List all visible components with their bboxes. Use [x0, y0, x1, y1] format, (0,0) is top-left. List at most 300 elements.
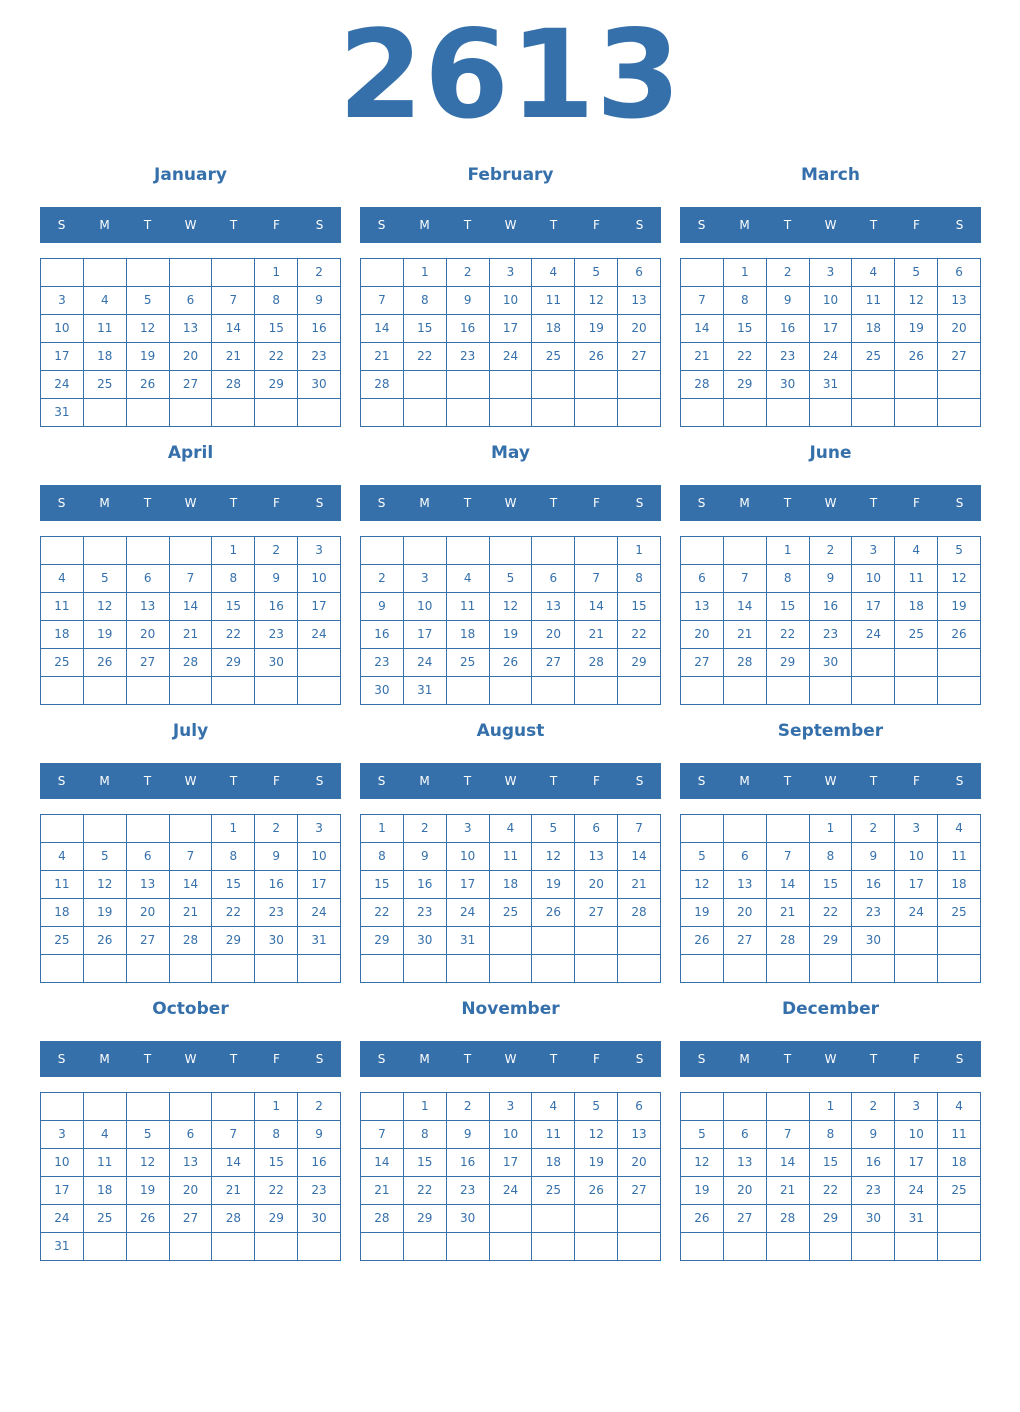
- empty-day-cell: [681, 815, 724, 843]
- weekday-label: S: [635, 1052, 644, 1066]
- empty-day-cell: [618, 677, 661, 705]
- month-name: June: [809, 443, 852, 463]
- weekday-label: W: [824, 1052, 837, 1066]
- day-cell: 1: [618, 537, 661, 565]
- weekday-label: M: [739, 774, 750, 788]
- day-cell: 2: [852, 1093, 895, 1121]
- day-cell: 20: [681, 621, 724, 649]
- day-cell: 22: [404, 1177, 447, 1205]
- weekday-label: W: [184, 1052, 197, 1066]
- day-cell: 10: [490, 287, 533, 315]
- day-cell: 9: [404, 843, 447, 871]
- day-cell: 24: [298, 621, 341, 649]
- day-cell: 15: [255, 1149, 298, 1177]
- empty-day-cell: [895, 399, 938, 427]
- empty-day-cell: [84, 815, 127, 843]
- day-cell: 22: [255, 343, 298, 371]
- day-cell: 8: [618, 565, 661, 593]
- day-cell: 6: [724, 1121, 767, 1149]
- weekday-label: T: [463, 496, 472, 510]
- weekday-label: S: [57, 218, 66, 232]
- weekday-label: T: [783, 1052, 792, 1066]
- day-grid: [360, 536, 661, 705]
- day-cell: 25: [532, 343, 575, 371]
- day-cell: 22: [404, 343, 447, 371]
- day-cell: 27: [618, 343, 661, 371]
- weekday-label: S: [315, 496, 324, 510]
- day-cell: 24: [852, 621, 895, 649]
- day-cell: 16: [447, 1149, 490, 1177]
- day-cell: 6: [127, 843, 170, 871]
- day-cell: 31: [41, 1233, 84, 1261]
- weekday-label: W: [824, 774, 837, 788]
- empty-day-cell: [361, 955, 404, 983]
- weekday-label: M: [739, 218, 750, 232]
- day-cell: 9: [255, 565, 298, 593]
- month-october: [40, 996, 341, 1261]
- empty-day-cell: [41, 955, 84, 983]
- day-cell: 3: [895, 815, 938, 843]
- day-cell: 28: [212, 371, 255, 399]
- day-cell: 6: [170, 287, 213, 315]
- day-cell: 19: [681, 899, 724, 927]
- weekday-label: F: [593, 1052, 600, 1066]
- day-cell: 4: [41, 565, 84, 593]
- day-cell: 8: [361, 843, 404, 871]
- day-cell: 4: [490, 815, 533, 843]
- weekday-label: F: [273, 496, 280, 510]
- day-cell: 15: [810, 871, 853, 899]
- day-cell: 3: [810, 259, 853, 287]
- weekday-label: W: [504, 774, 517, 788]
- day-cell: 6: [170, 1121, 213, 1149]
- day-cell: 1: [810, 815, 853, 843]
- day-cell: 28: [767, 927, 810, 955]
- day-cell: 25: [895, 621, 938, 649]
- day-cell: 4: [852, 259, 895, 287]
- empty-day-cell: [852, 955, 895, 983]
- day-cell: 21: [212, 343, 255, 371]
- day-cell: 21: [767, 1177, 810, 1205]
- day-cell: 7: [170, 843, 213, 871]
- day-cell: 13: [724, 871, 767, 899]
- empty-day-cell: [490, 1205, 533, 1233]
- day-cell: 24: [810, 343, 853, 371]
- day-cell: 5: [532, 815, 575, 843]
- empty-day-cell: [938, 927, 981, 955]
- day-cell: 7: [575, 565, 618, 593]
- day-cell: 17: [490, 1149, 533, 1177]
- month-december: [680, 996, 981, 1261]
- day-cell: 28: [767, 1205, 810, 1233]
- day-cell: 8: [404, 287, 447, 315]
- day-cell: 5: [84, 843, 127, 871]
- weekday-label: T: [463, 218, 472, 232]
- empty-day-cell: [212, 259, 255, 287]
- empty-day-cell: [84, 537, 127, 565]
- day-cell: 25: [447, 649, 490, 677]
- empty-day-cell: [618, 371, 661, 399]
- day-cell: 9: [852, 843, 895, 871]
- day-cell: 13: [170, 1149, 213, 1177]
- day-cell: 28: [681, 371, 724, 399]
- month-august: [360, 718, 661, 983]
- empty-day-cell: [298, 677, 341, 705]
- day-cell: 31: [41, 399, 84, 427]
- day-cell: 23: [298, 1177, 341, 1205]
- day-cell: 16: [852, 1149, 895, 1177]
- empty-day-cell: [41, 537, 84, 565]
- day-cell: 27: [170, 1205, 213, 1233]
- day-cell: 18: [532, 1149, 575, 1177]
- day-cell: 13: [532, 593, 575, 621]
- day-cell: 16: [447, 315, 490, 343]
- empty-day-cell: [170, 259, 213, 287]
- empty-day-cell: [938, 649, 981, 677]
- day-grid: [40, 536, 341, 705]
- empty-day-cell: [298, 649, 341, 677]
- empty-day-cell: [255, 955, 298, 983]
- day-cell: 19: [532, 871, 575, 899]
- empty-day-cell: [361, 1093, 404, 1121]
- day-cell: 14: [681, 315, 724, 343]
- empty-day-cell: [681, 537, 724, 565]
- day-cell: 14: [767, 1149, 810, 1177]
- empty-day-cell: [810, 955, 853, 983]
- empty-day-cell: [618, 927, 661, 955]
- empty-day-cell: [404, 399, 447, 427]
- day-cell: 18: [852, 315, 895, 343]
- weekday-label: F: [273, 774, 280, 788]
- empty-day-cell: [575, 1205, 618, 1233]
- day-cell: 13: [170, 315, 213, 343]
- empty-day-cell: [255, 677, 298, 705]
- empty-day-cell: [575, 955, 618, 983]
- empty-day-cell: [41, 259, 84, 287]
- day-cell: 11: [490, 843, 533, 871]
- weekday-label: S: [697, 1052, 706, 1066]
- weekday-label: M: [419, 774, 430, 788]
- month-june: [680, 440, 981, 705]
- day-cell: 17: [41, 1177, 84, 1205]
- day-cell: 1: [255, 259, 298, 287]
- weekday-label: S: [635, 218, 644, 232]
- day-cell: 3: [298, 815, 341, 843]
- day-cell: 20: [618, 1149, 661, 1177]
- day-cell: 2: [447, 259, 490, 287]
- day-cell: 17: [404, 621, 447, 649]
- day-cell: 23: [447, 343, 490, 371]
- day-cell: 4: [532, 1093, 575, 1121]
- weekday-label: T: [143, 774, 152, 788]
- day-cell: 9: [298, 1121, 341, 1149]
- day-cell: 2: [810, 537, 853, 565]
- day-cell: 25: [84, 371, 127, 399]
- day-cell: 6: [681, 565, 724, 593]
- day-cell: 7: [170, 565, 213, 593]
- day-grid: [360, 814, 661, 983]
- day-cell: 28: [724, 649, 767, 677]
- day-cell: 19: [127, 343, 170, 371]
- day-cell: 19: [575, 1149, 618, 1177]
- day-cell: 9: [810, 565, 853, 593]
- month-november: [360, 996, 661, 1261]
- day-cell: 30: [404, 927, 447, 955]
- weekday-label: T: [143, 1052, 152, 1066]
- day-cell: 14: [170, 593, 213, 621]
- month-name: August: [476, 721, 545, 741]
- day-cell: 22: [361, 899, 404, 927]
- day-cell: 20: [532, 621, 575, 649]
- empty-day-cell: [447, 371, 490, 399]
- day-cell: 25: [938, 899, 981, 927]
- empty-day-cell: [212, 399, 255, 427]
- weekday-label: W: [504, 218, 517, 232]
- year-title: 2613: [338, 4, 682, 146]
- day-cell: 10: [895, 1121, 938, 1149]
- day-cell: 1: [767, 537, 810, 565]
- day-cell: 26: [490, 649, 533, 677]
- empty-day-cell: [170, 677, 213, 705]
- day-cell: 21: [575, 621, 618, 649]
- empty-day-cell: [724, 1233, 767, 1261]
- day-cell: 16: [255, 593, 298, 621]
- empty-day-cell: [490, 399, 533, 427]
- empty-day-cell: [404, 1233, 447, 1261]
- empty-day-cell: [532, 537, 575, 565]
- day-cell: 5: [575, 259, 618, 287]
- day-grid: [680, 536, 981, 705]
- empty-day-cell: [212, 1093, 255, 1121]
- day-cell: 7: [618, 815, 661, 843]
- empty-day-cell: [41, 1093, 84, 1121]
- day-cell: 14: [212, 1149, 255, 1177]
- day-cell: 24: [298, 899, 341, 927]
- empty-day-cell: [618, 955, 661, 983]
- weekday-label: T: [229, 774, 238, 788]
- day-cell: 19: [127, 1177, 170, 1205]
- month-march: [680, 162, 981, 427]
- day-cell: 5: [575, 1093, 618, 1121]
- day-grid: [40, 1092, 341, 1261]
- empty-day-cell: [618, 1205, 661, 1233]
- empty-day-cell: [938, 399, 981, 427]
- empty-day-cell: [532, 371, 575, 399]
- empty-day-cell: [490, 537, 533, 565]
- day-cell: 26: [895, 343, 938, 371]
- day-cell: 21: [767, 899, 810, 927]
- day-cell: 15: [618, 593, 661, 621]
- day-cell: 16: [810, 593, 853, 621]
- day-cell: 22: [212, 899, 255, 927]
- weekday-label: F: [913, 774, 920, 788]
- day-cell: 8: [255, 287, 298, 315]
- empty-day-cell: [575, 537, 618, 565]
- day-cell: 23: [767, 343, 810, 371]
- day-cell: 17: [490, 315, 533, 343]
- day-cell: 26: [575, 1177, 618, 1205]
- day-cell: 28: [170, 927, 213, 955]
- weekday-label: M: [99, 496, 110, 510]
- empty-day-cell: [681, 1093, 724, 1121]
- day-cell: 29: [618, 649, 661, 677]
- day-cell: 22: [724, 343, 767, 371]
- empty-day-cell: [212, 1233, 255, 1261]
- day-cell: 23: [255, 621, 298, 649]
- day-cell: 29: [767, 649, 810, 677]
- weekday-label: S: [635, 496, 644, 510]
- day-cell: 12: [575, 1121, 618, 1149]
- empty-day-cell: [852, 399, 895, 427]
- day-cell: 4: [938, 1093, 981, 1121]
- day-cell: 31: [298, 927, 341, 955]
- empty-day-cell: [532, 1233, 575, 1261]
- empty-day-cell: [532, 677, 575, 705]
- empty-day-cell: [938, 955, 981, 983]
- weekday-label: T: [549, 1052, 558, 1066]
- day-cell: 8: [810, 1121, 853, 1149]
- weekday-label: T: [869, 496, 878, 510]
- day-cell: 19: [895, 315, 938, 343]
- empty-day-cell: [767, 677, 810, 705]
- empty-day-cell: [681, 955, 724, 983]
- empty-day-cell: [404, 371, 447, 399]
- weekday-header: [40, 1041, 341, 1077]
- weekday-label: S: [955, 1052, 964, 1066]
- empty-day-cell: [298, 955, 341, 983]
- month-may: [360, 440, 661, 705]
- empty-day-cell: [575, 399, 618, 427]
- day-grid: [680, 814, 981, 983]
- day-cell: 5: [490, 565, 533, 593]
- empty-day-cell: [490, 677, 533, 705]
- month-september: [680, 718, 981, 983]
- weekday-label: T: [783, 774, 792, 788]
- day-cell: 3: [490, 1093, 533, 1121]
- day-cell: 2: [447, 1093, 490, 1121]
- empty-day-cell: [618, 399, 661, 427]
- day-cell: 7: [724, 565, 767, 593]
- day-cell: 18: [41, 899, 84, 927]
- day-cell: 22: [212, 621, 255, 649]
- day-cell: 30: [810, 649, 853, 677]
- empty-day-cell: [490, 371, 533, 399]
- day-cell: 2: [255, 537, 298, 565]
- day-cell: 25: [84, 1205, 127, 1233]
- day-cell: 1: [810, 1093, 853, 1121]
- day-cell: 13: [575, 843, 618, 871]
- day-cell: 25: [852, 343, 895, 371]
- day-cell: 17: [447, 871, 490, 899]
- day-cell: 11: [938, 843, 981, 871]
- day-cell: 27: [127, 649, 170, 677]
- day-cell: 16: [361, 621, 404, 649]
- month-name: October: [152, 999, 229, 1019]
- day-cell: 30: [298, 1205, 341, 1233]
- day-cell: 11: [447, 593, 490, 621]
- weekday-label: T: [463, 1052, 472, 1066]
- day-cell: 28: [618, 899, 661, 927]
- day-cell: 17: [852, 593, 895, 621]
- day-cell: 23: [298, 343, 341, 371]
- day-cell: 15: [767, 593, 810, 621]
- month-name: November: [461, 999, 560, 1019]
- day-cell: 27: [681, 649, 724, 677]
- day-cell: 10: [41, 315, 84, 343]
- weekday-label: T: [143, 496, 152, 510]
- day-cell: 3: [298, 537, 341, 565]
- day-cell: 24: [41, 371, 84, 399]
- day-cell: 4: [938, 815, 981, 843]
- day-cell: 1: [361, 815, 404, 843]
- empty-day-cell: [127, 1093, 170, 1121]
- month-name: February: [467, 165, 554, 185]
- day-cell: 18: [84, 1177, 127, 1205]
- day-cell: 12: [127, 1149, 170, 1177]
- empty-day-cell: [532, 399, 575, 427]
- weekday-label: F: [273, 1052, 280, 1066]
- day-cell: 8: [724, 287, 767, 315]
- day-cell: 7: [767, 1121, 810, 1149]
- day-grid: [40, 258, 341, 427]
- day-cell: 9: [361, 593, 404, 621]
- empty-day-cell: [84, 677, 127, 705]
- weekday-label: S: [955, 774, 964, 788]
- day-cell: 4: [41, 843, 84, 871]
- day-cell: 10: [404, 593, 447, 621]
- day-cell: 20: [724, 899, 767, 927]
- empty-day-cell: [575, 927, 618, 955]
- empty-day-cell: [255, 399, 298, 427]
- day-cell: 12: [84, 593, 127, 621]
- day-cell: 21: [681, 343, 724, 371]
- day-cell: 8: [810, 843, 853, 871]
- weekday-header: [680, 485, 981, 521]
- day-cell: 25: [532, 1177, 575, 1205]
- day-cell: 12: [938, 565, 981, 593]
- day-cell: 27: [724, 927, 767, 955]
- weekday-label: W: [824, 496, 837, 510]
- empty-day-cell: [127, 537, 170, 565]
- day-cell: 4: [895, 537, 938, 565]
- day-cell: 12: [127, 315, 170, 343]
- empty-day-cell: [532, 927, 575, 955]
- day-cell: 1: [212, 537, 255, 565]
- day-cell: 24: [895, 899, 938, 927]
- empty-day-cell: [127, 815, 170, 843]
- day-cell: 19: [681, 1177, 724, 1205]
- day-cell: 2: [298, 259, 341, 287]
- day-cell: 18: [938, 871, 981, 899]
- empty-day-cell: [852, 371, 895, 399]
- day-cell: 6: [938, 259, 981, 287]
- day-cell: 3: [404, 565, 447, 593]
- day-cell: 22: [255, 1177, 298, 1205]
- empty-day-cell: [361, 259, 404, 287]
- day-cell: 10: [298, 565, 341, 593]
- empty-day-cell: [852, 677, 895, 705]
- day-cell: 26: [84, 927, 127, 955]
- day-cell: 3: [447, 815, 490, 843]
- empty-day-cell: [170, 955, 213, 983]
- empty-day-cell: [170, 815, 213, 843]
- weekday-header: [680, 1041, 981, 1077]
- day-cell: 20: [127, 621, 170, 649]
- empty-day-cell: [895, 649, 938, 677]
- day-cell: 1: [724, 259, 767, 287]
- month-name: July: [172, 721, 209, 741]
- day-cell: 13: [681, 593, 724, 621]
